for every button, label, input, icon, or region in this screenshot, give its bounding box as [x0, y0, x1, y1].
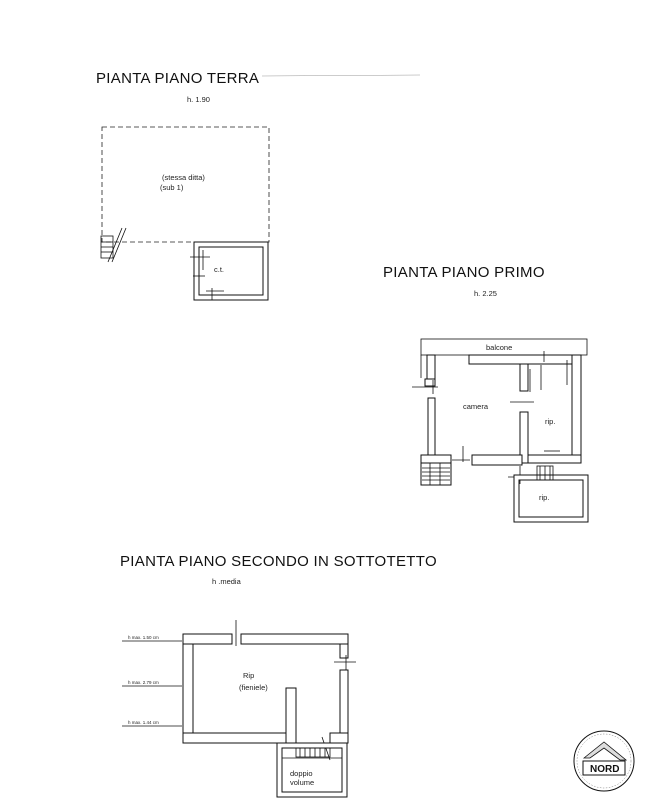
first-lower-storage	[514, 466, 588, 522]
room-camera-label: camera	[463, 402, 489, 411]
ground-room-ct	[190, 242, 268, 300]
first-walls	[421, 355, 581, 485]
double-volume-label-1: doppio	[290, 769, 313, 778]
plan-second-floor	[120, 553, 437, 797]
ground-floor-height: h. 1.90	[187, 95, 210, 104]
room-storage-label: rip.	[545, 417, 556, 426]
ground-stair	[101, 228, 126, 262]
height-mid-label: h max. 2.79 cm	[128, 680, 159, 685]
compass-arrow-icon	[584, 742, 626, 760]
second-door-marks	[236, 620, 356, 670]
ground-floor-title: PIANTA PIANO TERRA	[96, 70, 260, 87]
second-floor-height: h .media	[212, 577, 241, 586]
second-floor-title: PIANTA PIANO SECONDO IN SOTTOTETTO	[120, 553, 437, 570]
first-floor-title: PIANTA PIANO PRIMO	[383, 264, 545, 281]
title-underline	[262, 75, 420, 76]
plan-ground-floor	[96, 70, 420, 300]
plan-first-floor	[383, 264, 588, 522]
room-ct-label: c.t.	[214, 265, 225, 274]
adjacent-note-1: (stessa ditta)	[162, 173, 205, 182]
room-rip-label: Rip	[243, 671, 255, 680]
balcony-label: balcone	[486, 343, 513, 352]
adjacent-property-outline	[102, 127, 269, 242]
first-floor-height: h. 2.25	[474, 289, 497, 298]
compass-label: NORD	[590, 764, 620, 775]
room-rip-sub-label: (fieniele)	[239, 683, 268, 692]
room-storage-lower-label: rip.	[539, 493, 550, 502]
adjacent-note-2: (sub 1)	[160, 183, 184, 192]
height-min-label: h max. 1.44 cm	[128, 720, 159, 725]
height-max-label: h max. 1.50 cm	[128, 635, 159, 640]
double-volume-label-2: volume	[290, 778, 315, 787]
north-compass	[574, 731, 634, 791]
